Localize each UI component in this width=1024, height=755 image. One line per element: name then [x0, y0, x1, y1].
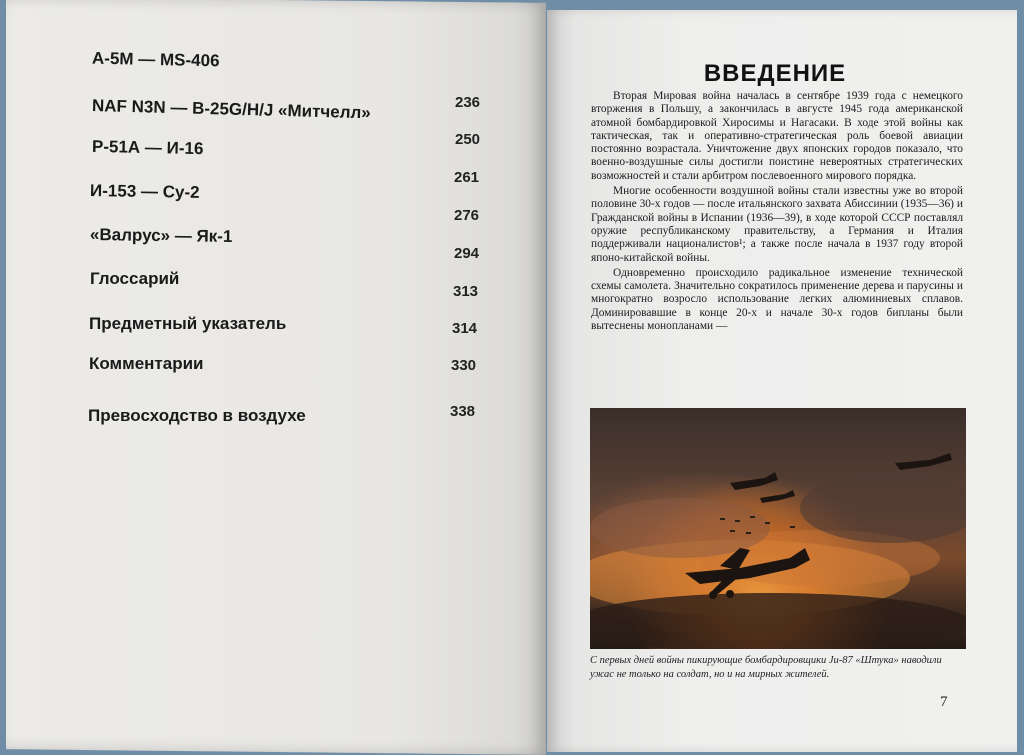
intro-paragraph: Вторая Мировая война началась в сентябре 1939 года с немецкого вторжения в Польшу, а закончилась в августе 1945 года американской атомной бомбардировкой Хиросимы и Нагасаки. В ходе этой войны как тактическая, так и оперативно-стратегическая роль боевой авиации постоянно возрастала. Уничтожение двух японских городов показало, что военно-воздушные силы достигли поистине невероятных стратегических возможностей и стали арбитром послевоенного мирового порядка. — [591, 90, 963, 182]
toc-entry-page: 294 — [454, 245, 480, 262]
toc-entry-title: И-153 — Су-2 — [89, 181, 200, 202]
toc-entry-page: 261 — [454, 169, 480, 186]
ju87-photo — [590, 408, 966, 649]
intro-paragraph: Многие особенности воздушной войны стали известны уже во второй половине 30-х годов — после итальянского захвата Абиссинии (1935—36) и Гражданской войны в Испании (1936—39), в ходе которой СССР поставлял оружие республиканскому правительству, а Германия и Италия поддерживали националистов¹; а также после начала в 1937 году второй японо-китайской войны. — [591, 185, 963, 264]
toc-entry-title: А-5М — MS-406 — [91, 48, 220, 71]
toc-entry-page: 330 — [451, 357, 477, 374]
toc-entry-title: Р-51А — И-16 — [91, 136, 204, 159]
photo-caption: С первых дней войны пикирующие бомбардировщики Ju-87 «Штука» наводили ужас не только на солдат, но и на мирных жителей. — [590, 655, 942, 680]
dive-bombers-illustration — [590, 408, 966, 649]
toc-entry-title: «Валрус» — Як-1 — [89, 225, 233, 246]
toc-entry-title: Предметный указатель — [89, 314, 287, 333]
toc-entry-title: Глоссарий — [90, 269, 180, 288]
toc-entry-page: 250 — [455, 131, 481, 148]
toc-entry-page: 338 — [450, 403, 476, 420]
toc-entry-title: Превосходство в воздухе — [88, 406, 306, 425]
toc-entry-page: 313 — [453, 283, 479, 300]
toc-entry-title: Комментарии — [89, 354, 204, 373]
toc-entry-page: 276 — [454, 207, 480, 224]
intro-paragraph: Одновременно происходило радикальное изменение технической схемы самолета. Значительно сократилось применение дерева и парусины и многократно возросло использование легких алюминиевых сплавов. Доминировавшие в конце 20-х и начале 30-х годов бипланы были вытеснены монопланами — — [591, 266, 963, 333]
page-number: 7 — [940, 694, 948, 710]
intro-body — [591, 90, 963, 333]
toc-entry-page: 314 — [452, 320, 478, 337]
toc-entry-page: 236 — [455, 94, 481, 111]
toc-entry-title: NAF N3N — B-25G/H/J «Митчелл» — [91, 96, 372, 123]
page-title: ВВЕДЕНИЕ — [703, 60, 847, 87]
